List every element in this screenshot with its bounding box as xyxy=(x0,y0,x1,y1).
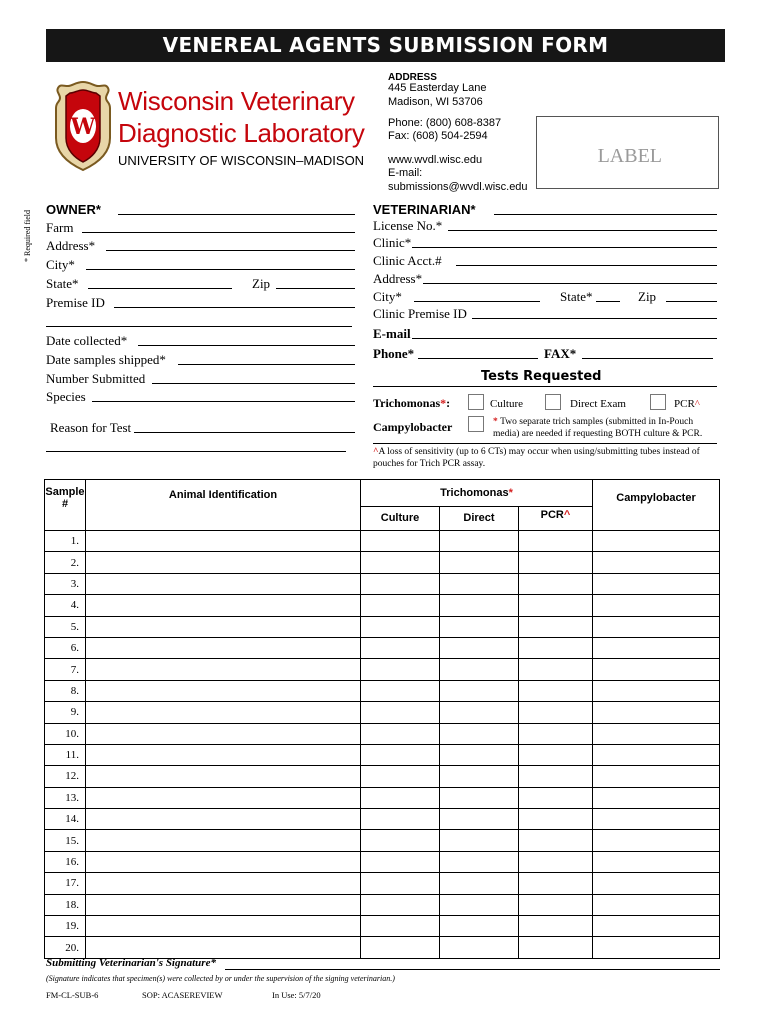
campy-cell[interactable] xyxy=(593,552,720,573)
row-number: 1. xyxy=(45,531,86,552)
table-row xyxy=(45,766,720,787)
owner-address-line[interactable] xyxy=(106,250,355,251)
row-number: 8. xyxy=(45,680,86,701)
row-number: 2. xyxy=(45,552,86,573)
pcr-cell[interactable] xyxy=(519,680,593,701)
culture-cell[interactable] xyxy=(361,830,440,851)
vet-name-line[interactable] xyxy=(494,214,717,215)
campy-cell[interactable] xyxy=(593,616,720,637)
direct-cell[interactable] xyxy=(440,809,519,830)
owner-zip-label: Zip xyxy=(252,276,271,291)
university-name: UNIVERSITY OF WISCONSIN–MADISON xyxy=(118,153,365,168)
direct-header: Direct xyxy=(440,506,519,530)
owner-farm-label: Farm xyxy=(46,220,74,235)
date-shipped-label: Date samples shipped* xyxy=(46,352,166,367)
pcr-cell[interactable] xyxy=(519,809,593,830)
animal-id-cell[interactable] xyxy=(86,573,361,594)
animal-id-cell[interactable] xyxy=(86,809,361,830)
address-web: www.wvdl.wisc.edu xyxy=(388,154,483,166)
culture-cell[interactable] xyxy=(361,873,440,894)
direct-cell[interactable] xyxy=(440,873,519,894)
trich-direct-checkbox[interactable] xyxy=(545,394,561,410)
table-row xyxy=(45,552,720,573)
direct-cell[interactable] xyxy=(440,680,519,701)
direct-cell[interactable] xyxy=(440,531,519,552)
table-row xyxy=(45,616,720,637)
campy-cell[interactable] xyxy=(593,723,720,744)
pcr-cell[interactable] xyxy=(519,766,593,787)
vet-fax-label: FAX* xyxy=(544,346,577,361)
pcr-cell[interactable] xyxy=(519,744,593,765)
pcr-cell[interactable] xyxy=(519,595,593,616)
trich-pcr-checkbox[interactable] xyxy=(650,394,666,410)
vet-clinic-label: Clinic* xyxy=(373,235,412,250)
direct-cell[interactable] xyxy=(440,723,519,744)
campy-cell[interactable] xyxy=(593,937,720,958)
lab-name-line2: Diagnostic Laboratory xyxy=(118,118,365,148)
vet-state-line[interactable] xyxy=(596,301,620,302)
direct-cell[interactable] xyxy=(440,916,519,937)
vet-city-label: City* xyxy=(373,289,402,304)
direct-cell[interactable] xyxy=(440,787,519,808)
campy-cell[interactable] xyxy=(593,809,720,830)
vet-phone-line[interactable] xyxy=(418,358,538,359)
trich-pcr-label: PCR^ xyxy=(674,398,700,410)
row-number: 14. xyxy=(45,809,86,830)
direct-cell[interactable] xyxy=(440,744,519,765)
label-box xyxy=(536,116,719,189)
animal-id-cell[interactable] xyxy=(86,637,361,658)
signature-line[interactable] xyxy=(225,969,720,970)
pcr-cell[interactable] xyxy=(519,531,593,552)
notes-divider xyxy=(373,443,717,444)
date-collected-label: Date collected* xyxy=(46,333,128,348)
owner-city-label: City* xyxy=(46,257,75,272)
direct-cell[interactable] xyxy=(440,702,519,723)
label-box-text: LABEL xyxy=(597,145,662,167)
animal-id-cell[interactable] xyxy=(86,531,361,552)
pcr-cell[interactable] xyxy=(519,830,593,851)
culture-cell[interactable] xyxy=(361,744,440,765)
vet-fax-line[interactable] xyxy=(582,358,713,359)
campy-cell[interactable] xyxy=(593,851,720,872)
address-phone: Phone: (800) 608-8387 xyxy=(388,117,502,129)
table-row xyxy=(45,637,720,658)
campy-checkbox[interactable] xyxy=(468,416,484,432)
campy-cell[interactable] xyxy=(593,830,720,851)
row-number: 16. xyxy=(45,851,86,872)
campy-cell[interactable] xyxy=(593,787,720,808)
campy-cell[interactable] xyxy=(593,744,720,765)
direct-cell[interactable] xyxy=(440,937,519,958)
pcr-cell[interactable] xyxy=(519,659,593,680)
table-row xyxy=(45,744,720,765)
row-number: 20. xyxy=(45,937,86,958)
address-heading: ADDRESS xyxy=(388,72,437,83)
pcr-cell[interactable] xyxy=(519,702,593,723)
trich-test-label: Trichomonas*: xyxy=(373,396,451,410)
sample-number-header: Sample # xyxy=(45,480,86,531)
pcr-cell[interactable] xyxy=(519,616,593,637)
vet-city-line[interactable] xyxy=(414,301,540,302)
address-email: submissions@wvdl.wisc.edu xyxy=(388,181,528,193)
owner-zip-line[interactable] xyxy=(276,288,355,289)
vet-state-label: State* xyxy=(560,289,593,304)
lab-logo xyxy=(54,80,365,172)
direct-cell[interactable] xyxy=(440,595,519,616)
culture-cell[interactable] xyxy=(361,787,440,808)
species-label: Species xyxy=(46,389,86,404)
culture-cell[interactable] xyxy=(361,680,440,701)
campy-test-label: Campylobacter xyxy=(373,420,453,434)
campy-cell[interactable] xyxy=(593,637,720,658)
owner-premise-label: Premise ID xyxy=(46,295,105,310)
culture-header: Culture xyxy=(361,506,440,530)
trich-group-header: Trichomonas* xyxy=(361,480,593,507)
row-number: 11. xyxy=(45,744,86,765)
culture-cell[interactable] xyxy=(361,916,440,937)
vet-clinic-acct-line[interactable] xyxy=(456,265,717,266)
vet-clinic-line[interactable] xyxy=(412,247,717,248)
animal-id-cell[interactable] xyxy=(86,851,361,872)
culture-cell[interactable] xyxy=(361,809,440,830)
number-submitted-line[interactable] xyxy=(152,383,355,384)
form-number: FM-CL-SUB-6 xyxy=(46,990,99,1000)
row-number: 5. xyxy=(45,616,86,637)
animal-id-cell[interactable] xyxy=(86,916,361,937)
row-number: 9. xyxy=(45,702,86,723)
direct-cell[interactable] xyxy=(440,894,519,915)
pcr-cell[interactable] xyxy=(519,723,593,744)
row-number: 17. xyxy=(45,873,86,894)
trich-culture-checkbox[interactable] xyxy=(468,394,484,410)
owner-state-line[interactable] xyxy=(88,288,232,289)
tests-heading: Tests Requested xyxy=(481,369,602,384)
owner-city-line[interactable] xyxy=(86,269,355,270)
row-number: 18. xyxy=(45,894,86,915)
table-row xyxy=(45,916,720,937)
pcr-cell[interactable] xyxy=(519,552,593,573)
table-row xyxy=(45,873,720,894)
culture-cell[interactable] xyxy=(361,616,440,637)
required-field-note: * Required field xyxy=(23,210,32,262)
trich-note-sensitivity: ^A loss of sensitivity (up to 6 CTs) may occur when using/submitting tubes instead of pouches for Trich PCR assay. xyxy=(373,447,700,469)
vet-address-line[interactable] xyxy=(423,283,717,284)
pcr-header: PCR^ xyxy=(519,506,593,530)
direct-cell[interactable] xyxy=(440,552,519,573)
animal-id-cell[interactable] xyxy=(86,552,361,573)
vet-email-label: E-mail xyxy=(373,326,411,341)
vet-address-label: Address* xyxy=(373,271,423,286)
vet-heading: VETERINARIAN* xyxy=(373,202,476,217)
table-row xyxy=(45,851,720,872)
row-number: 19. xyxy=(45,916,86,937)
culture-cell[interactable] xyxy=(361,766,440,787)
culture-cell[interactable] xyxy=(361,723,440,744)
animal-id-cell[interactable] xyxy=(86,873,361,894)
trich-note-sample: * Two separate trich samples (submitted in In-Pouch media) are needed if requesting BOTH culture & PCR. xyxy=(493,417,703,439)
direct-cell[interactable] xyxy=(440,616,519,637)
animal-id-cell[interactable] xyxy=(86,937,361,958)
campy-cell[interactable] xyxy=(593,659,720,680)
animal-id-cell[interactable] xyxy=(86,680,361,701)
campy-cell[interactable] xyxy=(593,680,720,701)
table-row xyxy=(45,680,720,701)
owner-name-line[interactable] xyxy=(118,214,355,215)
in-use-date: In Use: 5/7/20 xyxy=(272,990,321,1000)
direct-cell[interactable] xyxy=(440,830,519,851)
animal-id-cell[interactable] xyxy=(86,595,361,616)
row-number: 7. xyxy=(45,659,86,680)
table-row xyxy=(45,787,720,808)
campy-cell[interactable] xyxy=(593,873,720,894)
reason-label: Reason for Test xyxy=(50,420,132,435)
vet-license-line[interactable] xyxy=(448,230,717,231)
svg-text:W: W xyxy=(70,114,96,140)
address-city: Madison, WI 53706 xyxy=(388,96,483,108)
owner-address-label: Address* xyxy=(46,238,96,253)
row-number: 10. xyxy=(45,723,86,744)
reason-line[interactable] xyxy=(134,432,355,433)
animal-id-cell[interactable] xyxy=(86,894,361,915)
direct-cell[interactable] xyxy=(440,573,519,594)
culture-cell[interactable] xyxy=(361,552,440,573)
animal-id-cell[interactable] xyxy=(86,723,361,744)
pcr-cell[interactable] xyxy=(519,851,593,872)
lab-name-line1: Wisconsin Veterinary xyxy=(118,86,355,116)
animal-id-cell[interactable] xyxy=(86,702,361,723)
date-collected-line[interactable] xyxy=(138,345,355,346)
row-number: 4. xyxy=(45,595,86,616)
vet-zip-label: Zip xyxy=(638,289,657,304)
species-line[interactable] xyxy=(92,401,355,402)
campy-cell[interactable] xyxy=(593,531,720,552)
culture-cell[interactable] xyxy=(361,531,440,552)
owner-extra-line[interactable] xyxy=(46,326,352,327)
vet-clinic-acct-label: Clinic Acct.# xyxy=(373,253,442,268)
culture-cell[interactable] xyxy=(361,894,440,915)
table-row xyxy=(45,809,720,830)
campy-cell[interactable] xyxy=(593,894,720,915)
culture-cell[interactable] xyxy=(361,937,440,958)
signature-note: (Signature indicates that specimen(s) were collected by or under the supervision of the signing veterinarian.) xyxy=(46,974,395,983)
culture-cell[interactable] xyxy=(361,573,440,594)
vet-license-label: License No.* xyxy=(373,218,443,233)
pcr-cell[interactable] xyxy=(519,637,593,658)
campy-cell[interactable] xyxy=(593,702,720,723)
owner-heading: OWNER* xyxy=(46,202,101,217)
address-fax: Fax: (608) 504-2594 xyxy=(388,130,488,142)
signature-label: Submitting Veterinarian's Signature* xyxy=(46,957,216,969)
table-row xyxy=(45,595,720,616)
animal-id-header: Animal Identification xyxy=(86,480,361,531)
culture-cell[interactable] xyxy=(361,851,440,872)
pcr-cell[interactable] xyxy=(519,573,593,594)
sop-ref: SOP: ACASEREVIEW xyxy=(142,990,223,1000)
pcr-cell[interactable] xyxy=(519,894,593,915)
animal-id-cell[interactable] xyxy=(86,659,361,680)
campy-cell[interactable] xyxy=(593,766,720,787)
reason-line-2[interactable] xyxy=(46,451,346,452)
pcr-cell[interactable] xyxy=(519,873,593,894)
campy-header: Campylobacter xyxy=(593,480,720,531)
table-row xyxy=(45,659,720,680)
vet-email-line[interactable] xyxy=(412,338,717,339)
direct-cell[interactable] xyxy=(440,637,519,658)
vet-premise-line[interactable] xyxy=(472,318,717,319)
row-number: 13. xyxy=(45,787,86,808)
campy-cell[interactable] xyxy=(593,916,720,937)
table-row xyxy=(45,937,720,958)
culture-cell[interactable] xyxy=(361,637,440,658)
table-row xyxy=(45,723,720,744)
campy-cell[interactable] xyxy=(593,573,720,594)
number-submitted-label: Number Submitted xyxy=(46,371,146,386)
sample-table xyxy=(44,479,720,959)
row-number: 6. xyxy=(45,637,86,658)
owner-premise-line[interactable] xyxy=(114,307,355,308)
crest-icon xyxy=(54,80,112,172)
animal-id-cell[interactable] xyxy=(86,787,361,808)
animal-id-cell[interactable] xyxy=(86,830,361,851)
address-street: 445 Easterday Lane xyxy=(388,82,487,94)
row-number: 3. xyxy=(45,573,86,594)
direct-cell[interactable] xyxy=(440,659,519,680)
date-shipped-line[interactable] xyxy=(178,364,355,365)
direct-cell[interactable] xyxy=(440,766,519,787)
culture-cell[interactable] xyxy=(361,659,440,680)
campy-cell[interactable] xyxy=(593,595,720,616)
row-number: 12. xyxy=(45,766,86,787)
table-row xyxy=(45,573,720,594)
table-row xyxy=(45,830,720,851)
vet-zip-line[interactable] xyxy=(666,301,717,302)
form-title: VENEREAL AGENTS SUBMISSION FORM xyxy=(46,29,725,62)
table-row xyxy=(45,894,720,915)
animal-id-cell[interactable] xyxy=(86,744,361,765)
pcr-cell[interactable] xyxy=(519,787,593,808)
pcr-cell[interactable] xyxy=(519,916,593,937)
tests-divider xyxy=(373,386,717,387)
animal-id-cell[interactable] xyxy=(86,616,361,637)
culture-cell[interactable] xyxy=(361,702,440,723)
culture-cell[interactable] xyxy=(361,595,440,616)
table-row xyxy=(45,531,720,552)
trich-direct-label: Direct Exam xyxy=(570,398,626,410)
owner-state-label: State* xyxy=(46,276,79,291)
table-row xyxy=(45,702,720,723)
direct-cell[interactable] xyxy=(440,851,519,872)
vet-phone-label: Phone* xyxy=(373,346,415,361)
trich-culture-label: Culture xyxy=(490,398,523,410)
row-number: 15. xyxy=(45,830,86,851)
pcr-cell[interactable] xyxy=(519,937,593,958)
vet-premise-label: Clinic Premise ID xyxy=(373,306,467,321)
address-email-label: E-mail: xyxy=(388,167,423,179)
animal-id-cell[interactable] xyxy=(86,766,361,787)
owner-farm-line[interactable] xyxy=(82,232,355,233)
